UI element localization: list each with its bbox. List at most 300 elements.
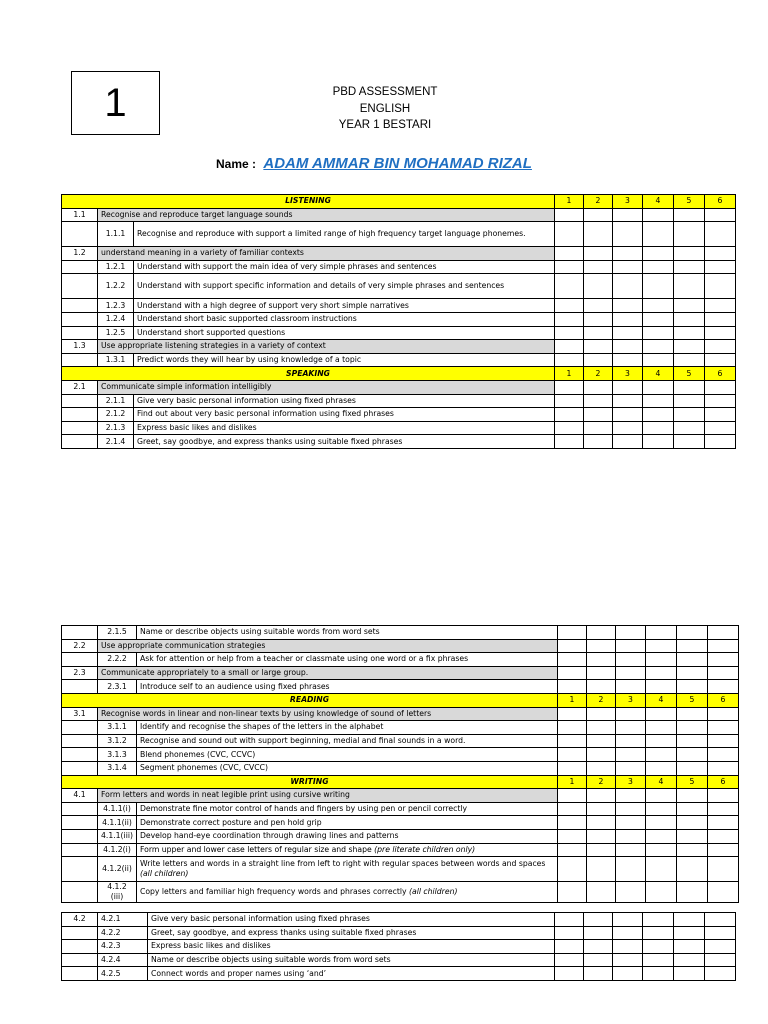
learning-standard-code: 3.1.3 bbox=[98, 748, 137, 762]
table-row bbox=[62, 421, 736, 435]
description-text: Form upper and lower case letters of regular size and shape bbox=[139, 844, 372, 854]
table-row bbox=[62, 367, 736, 381]
level-5-cell bbox=[676, 734, 707, 748]
level-6-cell bbox=[705, 926, 736, 940]
level-1-cell bbox=[555, 967, 584, 981]
level-1-cell bbox=[555, 353, 584, 367]
code-spacer-cell bbox=[62, 816, 98, 830]
standard-description bbox=[134, 435, 555, 449]
table-row bbox=[62, 940, 736, 954]
level-3-cell bbox=[613, 940, 643, 954]
level-3-cell bbox=[615, 680, 645, 694]
level-2-header: 2 bbox=[584, 195, 613, 209]
level-2-cell bbox=[584, 260, 613, 274]
level-3-cell bbox=[613, 967, 643, 981]
level-6-cell bbox=[705, 380, 736, 394]
level-4-cell bbox=[645, 843, 676, 857]
description-note: (all children) bbox=[139, 869, 189, 879]
level-2-cell bbox=[584, 940, 613, 954]
description-text: Recognise and sound out with support beginning, medial and final sounds in a word. bbox=[139, 736, 466, 746]
level-3-cell bbox=[613, 421, 643, 435]
description-text: Introduce self to an audience using fixed phrases bbox=[139, 681, 330, 691]
level-6-cell bbox=[705, 222, 736, 247]
learning-standard-code: 4.1.2(ii) bbox=[98, 857, 137, 882]
level-6-header: 6 bbox=[705, 367, 736, 381]
level-3-header: 3 bbox=[613, 367, 643, 381]
level-1-cell bbox=[557, 761, 586, 775]
level-4-cell bbox=[643, 274, 674, 299]
code-spacer-cell bbox=[62, 435, 98, 449]
assessment-table-listening-speaking bbox=[61, 194, 736, 449]
level-5-cell bbox=[674, 312, 705, 326]
level-3-cell bbox=[613, 326, 643, 340]
code-spacer-cell bbox=[62, 222, 98, 247]
table-row bbox=[62, 748, 739, 762]
level-5-cell bbox=[676, 802, 707, 816]
level-3-cell bbox=[613, 222, 643, 247]
content-standard-code: 4.1 bbox=[62, 789, 98, 803]
table-row bbox=[62, 208, 736, 222]
learning-standard-code: 2.3.1 bbox=[98, 680, 137, 694]
level-2-cell bbox=[584, 326, 613, 340]
learning-standard-code: 2.1.2 bbox=[98, 408, 134, 422]
level-2-cell bbox=[584, 913, 613, 927]
level-1-cell bbox=[555, 247, 584, 261]
level-1-cell bbox=[555, 380, 584, 394]
learning-standard-code: 1.2.2 bbox=[98, 274, 134, 299]
level-5-cell bbox=[674, 274, 705, 299]
learning-standard-code: 1.2.3 bbox=[98, 299, 134, 313]
standard-description: Name or describe objects using suitable words from word sets bbox=[148, 953, 555, 967]
level-3-cell bbox=[615, 666, 645, 680]
level-5-cell bbox=[674, 326, 705, 340]
level-4-cell bbox=[645, 829, 676, 843]
level-5-cell bbox=[674, 913, 705, 927]
standard-description: Connect words and proper names using ‘and’ bbox=[148, 967, 555, 981]
level-3-header: 3 bbox=[615, 775, 645, 789]
level-6-cell bbox=[707, 653, 738, 667]
description-note: (all children) bbox=[409, 887, 458, 897]
standard-description bbox=[136, 829, 557, 843]
level-2-cell bbox=[586, 857, 615, 882]
table-row bbox=[62, 775, 739, 789]
standard-description bbox=[136, 721, 557, 735]
standard-description bbox=[98, 707, 558, 721]
level-1-header: 1 bbox=[557, 693, 586, 707]
level-2-cell bbox=[584, 312, 613, 326]
standard-description bbox=[136, 748, 557, 762]
level-2-cell bbox=[584, 380, 613, 394]
code-spacer-cell bbox=[62, 882, 98, 903]
level-5-cell bbox=[674, 222, 705, 247]
level-5-cell bbox=[676, 680, 707, 694]
code-spacer-cell bbox=[62, 326, 98, 340]
level-3-cell bbox=[615, 829, 645, 843]
code-spacer-cell bbox=[62, 312, 98, 326]
level-2-header: 2 bbox=[586, 693, 615, 707]
level-3-cell bbox=[615, 857, 645, 882]
level-5-cell bbox=[676, 829, 707, 843]
description-text: Ask for attention or help from a teacher or classmate using one word or a fix phrases bbox=[139, 654, 469, 664]
level-2-cell bbox=[584, 435, 613, 449]
level-1-header: 1 bbox=[555, 195, 584, 209]
level-6-cell bbox=[705, 913, 736, 927]
table-row bbox=[62, 312, 736, 326]
level-6-header: 6 bbox=[707, 775, 738, 789]
level-6-cell bbox=[705, 940, 736, 954]
level-4-cell bbox=[643, 421, 674, 435]
standard-description bbox=[98, 666, 558, 680]
level-5-cell bbox=[674, 394, 705, 408]
learning-standard-code: 1.2.4 bbox=[98, 312, 134, 326]
level-4-cell bbox=[643, 312, 674, 326]
learning-standard-code: 2.1.5 bbox=[98, 626, 137, 640]
level-3-cell bbox=[613, 953, 643, 967]
level-4-cell bbox=[643, 260, 674, 274]
skill-section-header: WRITING bbox=[62, 775, 558, 789]
table-row bbox=[62, 353, 736, 367]
description-text: Understand with support the main idea of very simple phrases and sentences bbox=[137, 262, 437, 272]
code-spacer-cell bbox=[62, 734, 98, 748]
level-5-cell bbox=[674, 247, 705, 261]
level-1-cell bbox=[555, 435, 584, 449]
standard-description bbox=[136, 816, 557, 830]
content-standard-code: 1.1 bbox=[62, 208, 98, 222]
level-5-header: 5 bbox=[674, 367, 705, 381]
level-1-cell bbox=[557, 843, 586, 857]
table-row bbox=[62, 829, 739, 843]
level-1-cell bbox=[555, 340, 584, 354]
learning-standard-code: 4.2.1 bbox=[98, 913, 148, 927]
learning-standard-code: 1.1.1 bbox=[98, 222, 134, 247]
level-4-cell bbox=[645, 666, 676, 680]
table-row bbox=[62, 222, 736, 247]
level-4-cell bbox=[643, 222, 674, 247]
level-6-cell bbox=[705, 953, 736, 967]
level-4-cell bbox=[645, 802, 676, 816]
description-text: Copy letters and familiar high frequency words and phrases correctly bbox=[139, 887, 407, 897]
level-2-cell bbox=[586, 653, 615, 667]
level-1-cell bbox=[555, 312, 584, 326]
level-4-cell bbox=[643, 953, 674, 967]
description-text: Develop hand-eye coordination through drawing lines and patterns bbox=[139, 831, 399, 841]
level-6-cell bbox=[705, 435, 736, 449]
content-standard-code: 4.2 bbox=[62, 913, 98, 927]
description-text: Understand with support specific information and details of very simple phrases and sentences bbox=[137, 281, 505, 291]
level-5-cell bbox=[674, 408, 705, 422]
level-4-cell bbox=[645, 789, 676, 803]
table-row bbox=[62, 380, 736, 394]
level-2-cell bbox=[584, 408, 613, 422]
level-2-cell bbox=[584, 394, 613, 408]
skill-section-header: LISTENING bbox=[62, 195, 555, 209]
description-text: Use appropriate listening strategies in a variety of context bbox=[101, 341, 326, 351]
level-3-cell bbox=[613, 312, 643, 326]
level-2-cell bbox=[586, 789, 615, 803]
student-name-row bbox=[216, 155, 532, 172]
level-1-cell bbox=[557, 626, 586, 640]
learning-standard-code: 3.1.4 bbox=[98, 761, 137, 775]
level-5-cell bbox=[674, 421, 705, 435]
level-2-cell bbox=[586, 707, 615, 721]
learning-standard-code: 4.1.2 (iii) bbox=[98, 882, 137, 903]
level-4-cell bbox=[643, 913, 674, 927]
level-1-cell bbox=[557, 666, 586, 680]
table-row bbox=[62, 340, 736, 354]
content-standard-code: 1.3 bbox=[62, 340, 98, 354]
level-4-header: 4 bbox=[645, 693, 676, 707]
table-row bbox=[62, 394, 736, 408]
assessment-table-speaking-reading-writing bbox=[61, 625, 739, 903]
table-row bbox=[62, 693, 739, 707]
table-row bbox=[62, 882, 739, 903]
level-3-cell bbox=[613, 274, 643, 299]
level-6-cell bbox=[707, 721, 738, 735]
content-standard-code: 1.2 bbox=[62, 247, 98, 261]
level-5-cell bbox=[676, 626, 707, 640]
level-5-cell bbox=[674, 340, 705, 354]
level-6-cell bbox=[705, 326, 736, 340]
level-1-cell bbox=[557, 734, 586, 748]
learning-standard-code: 1.3.1 bbox=[98, 353, 134, 367]
content-standard-code bbox=[62, 940, 98, 954]
table-row bbox=[62, 761, 739, 775]
level-3-cell bbox=[615, 789, 645, 803]
standard-description bbox=[136, 734, 557, 748]
level-6-cell bbox=[707, 843, 738, 857]
table-row bbox=[62, 789, 739, 803]
learning-standard-code: 4.2.5 bbox=[98, 967, 148, 981]
level-5-cell bbox=[676, 748, 707, 762]
page-number: 1 bbox=[104, 80, 127, 125]
standard-description bbox=[134, 222, 555, 247]
level-5-cell bbox=[674, 208, 705, 222]
level-6-cell bbox=[707, 789, 738, 803]
standard-description bbox=[98, 380, 555, 394]
standard-description bbox=[134, 260, 555, 274]
level-2-cell bbox=[586, 626, 615, 640]
level-6-cell bbox=[705, 394, 736, 408]
level-4-cell bbox=[645, 626, 676, 640]
level-2-cell bbox=[584, 353, 613, 367]
code-spacer-cell bbox=[62, 721, 98, 735]
level-3-cell bbox=[615, 882, 645, 903]
level-2-cell bbox=[584, 299, 613, 313]
level-3-cell bbox=[615, 843, 645, 857]
level-6-cell bbox=[705, 408, 736, 422]
level-3-header: 3 bbox=[613, 195, 643, 209]
standard-description bbox=[134, 394, 555, 408]
description-text: Recognise and reproduce target language sounds bbox=[101, 209, 293, 219]
level-3-cell bbox=[613, 353, 643, 367]
standard-description bbox=[98, 208, 555, 222]
content-standard-code: 2.3 bbox=[62, 666, 98, 680]
level-3-cell bbox=[615, 626, 645, 640]
standard-description bbox=[98, 340, 555, 354]
description-text: Recognise and reproduce with support a limited range of high frequency target language phonemes. bbox=[137, 229, 526, 239]
level-5-cell bbox=[676, 843, 707, 857]
table-row bbox=[62, 626, 739, 640]
standard-description bbox=[134, 353, 555, 367]
standard-description bbox=[136, 653, 557, 667]
table-row bbox=[62, 953, 736, 967]
code-spacer-cell bbox=[62, 626, 98, 640]
content-standard-code bbox=[62, 926, 98, 940]
level-4-cell bbox=[643, 299, 674, 313]
level-2-cell bbox=[584, 340, 613, 354]
level-4-cell bbox=[643, 208, 674, 222]
level-6-cell bbox=[705, 340, 736, 354]
standard-description bbox=[98, 247, 555, 261]
description-text: Demonstrate correct posture and pen hold grip bbox=[139, 817, 322, 827]
level-4-cell bbox=[645, 761, 676, 775]
level-2-header: 2 bbox=[584, 367, 613, 381]
level-4-cell bbox=[643, 380, 674, 394]
level-1-cell bbox=[557, 721, 586, 735]
learning-standard-code: 4.1.1(ii) bbox=[98, 816, 137, 830]
description-text: Understand short supported questions bbox=[137, 327, 286, 337]
standard-description bbox=[136, 802, 557, 816]
learning-standard-code: 2.1.1 bbox=[98, 394, 134, 408]
level-1-cell bbox=[555, 913, 584, 927]
content-standard-code: 2.1 bbox=[62, 380, 98, 394]
level-2-cell bbox=[584, 953, 613, 967]
table-row bbox=[62, 247, 736, 261]
table-row bbox=[62, 680, 739, 694]
level-2-cell bbox=[586, 816, 615, 830]
level-2-cell bbox=[584, 967, 613, 981]
code-spacer-cell bbox=[62, 299, 98, 313]
learning-standard-code: 3.1.2 bbox=[98, 734, 137, 748]
level-4-cell bbox=[643, 394, 674, 408]
skill-section-header: SPEAKING bbox=[62, 367, 555, 381]
level-5-cell bbox=[674, 353, 705, 367]
level-5-header: 5 bbox=[676, 775, 707, 789]
level-1-cell bbox=[555, 940, 584, 954]
level-6-header: 6 bbox=[705, 195, 736, 209]
level-6-cell bbox=[707, 816, 738, 830]
level-3-cell bbox=[615, 707, 645, 721]
level-4-cell bbox=[643, 435, 674, 449]
table-row bbox=[62, 195, 736, 209]
description-text: Segment phonemes (CVC, CVCC) bbox=[139, 763, 268, 773]
level-3-cell bbox=[613, 435, 643, 449]
level-1-cell bbox=[557, 639, 586, 653]
level-5-cell bbox=[676, 653, 707, 667]
level-5-header: 5 bbox=[676, 693, 707, 707]
level-6-header: 6 bbox=[707, 693, 738, 707]
standard-description bbox=[98, 789, 558, 803]
level-1-cell bbox=[555, 953, 584, 967]
level-1-cell bbox=[555, 274, 584, 299]
level-3-cell bbox=[615, 721, 645, 735]
level-6-cell bbox=[707, 882, 738, 903]
name-label: Name : bbox=[216, 157, 257, 171]
level-2-cell bbox=[586, 802, 615, 816]
page-number-box bbox=[71, 71, 160, 135]
level-2-cell bbox=[586, 882, 615, 903]
level-6-cell bbox=[705, 260, 736, 274]
description-text: Write letters and words in a straight line from left to right with regular spaces between words and spaces bbox=[139, 859, 546, 869]
student-name: ADAM AMMAR BIN MOHAMAD RIZAL bbox=[263, 155, 532, 172]
document-title bbox=[300, 84, 470, 134]
level-3-cell bbox=[615, 748, 645, 762]
level-1-header: 1 bbox=[555, 367, 584, 381]
code-spacer-cell bbox=[62, 353, 98, 367]
level-3-cell bbox=[615, 653, 645, 667]
level-4-cell bbox=[643, 340, 674, 354]
level-4-cell bbox=[645, 707, 676, 721]
level-2-cell bbox=[586, 721, 615, 735]
level-1-cell bbox=[555, 299, 584, 313]
level-4-cell bbox=[643, 926, 674, 940]
standard-description bbox=[134, 326, 555, 340]
table-row bbox=[62, 408, 736, 422]
level-2-cell bbox=[586, 843, 615, 857]
level-6-cell bbox=[707, 680, 738, 694]
level-6-cell bbox=[707, 748, 738, 762]
table-row bbox=[62, 734, 739, 748]
level-1-cell bbox=[557, 882, 586, 903]
level-2-cell bbox=[586, 680, 615, 694]
standard-description bbox=[136, 857, 557, 882]
level-1-cell bbox=[555, 421, 584, 435]
level-5-cell bbox=[676, 639, 707, 653]
description-text: understand meaning in a variety of familiar contexts bbox=[101, 248, 304, 258]
level-5-cell bbox=[676, 666, 707, 680]
level-2-cell bbox=[584, 926, 613, 940]
level-2-cell bbox=[584, 274, 613, 299]
level-6-cell bbox=[705, 421, 736, 435]
level-1-cell bbox=[557, 789, 586, 803]
level-6-cell bbox=[705, 274, 736, 299]
level-1-cell bbox=[557, 680, 586, 694]
standard-description bbox=[134, 421, 555, 435]
skill-section-header: READING bbox=[62, 693, 558, 707]
level-5-cell bbox=[676, 882, 707, 903]
level-3-cell bbox=[613, 260, 643, 274]
level-3-cell bbox=[613, 408, 643, 422]
learning-standard-code: 4.2.3 bbox=[98, 940, 148, 954]
content-standard-code: 2.2 bbox=[62, 639, 98, 653]
code-spacer-cell bbox=[62, 761, 98, 775]
level-4-header: 4 bbox=[645, 775, 676, 789]
standard-description: Greet, say goodbye, and express thanks using suitable fixed phrases bbox=[148, 926, 555, 940]
level-1-cell bbox=[557, 653, 586, 667]
table-row bbox=[62, 967, 736, 981]
level-3-cell bbox=[615, 802, 645, 816]
description-text: Predict words they will hear by using knowledge of a topic bbox=[137, 355, 362, 365]
level-2-cell bbox=[584, 208, 613, 222]
level-6-cell bbox=[707, 802, 738, 816]
table-row bbox=[62, 802, 739, 816]
standard-description bbox=[98, 639, 558, 653]
learning-standard-code: 3.1.1 bbox=[98, 721, 137, 735]
level-1-cell bbox=[557, 802, 586, 816]
level-3-cell bbox=[613, 247, 643, 261]
level-6-cell bbox=[705, 312, 736, 326]
level-6-cell bbox=[707, 639, 738, 653]
table-row bbox=[62, 721, 739, 735]
level-1-cell bbox=[555, 260, 584, 274]
content-standard-code: 3.1 bbox=[62, 707, 98, 721]
standard-description bbox=[136, 882, 557, 903]
level-1-cell bbox=[555, 926, 584, 940]
level-6-cell bbox=[705, 353, 736, 367]
content-standard-code bbox=[62, 967, 98, 981]
description-text: Name or describe objects using suitable words from word sets bbox=[139, 627, 380, 637]
level-6-cell bbox=[705, 208, 736, 222]
